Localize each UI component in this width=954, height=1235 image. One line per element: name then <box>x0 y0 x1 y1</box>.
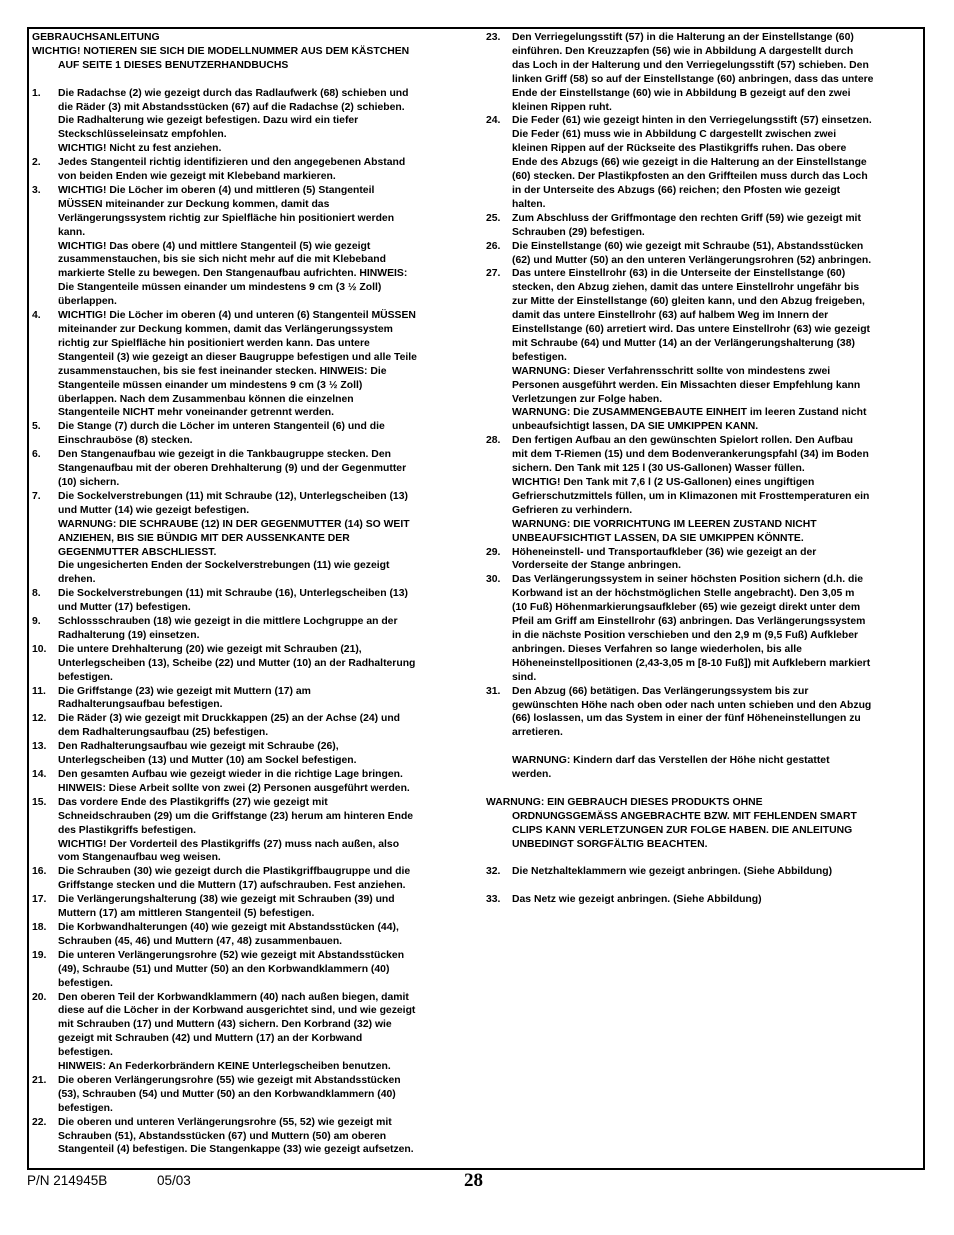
step-line: (10) sichern. <box>58 476 120 488</box>
step-item <box>32 712 466 740</box>
step-item <box>32 448 466 490</box>
step-line: Verletzungen zur Folge haben. <box>512 393 663 405</box>
step-item <box>32 87 466 157</box>
step-line: Die Sockelverstrebungen (11) mit Schraube (12), Unterlegscheiben (13) <box>58 490 408 502</box>
page-number: 28 <box>464 1170 483 1191</box>
step-line: Schrauben (51), Abstandsstücken (67) und Muttern (50) am oberen <box>58 1130 387 1142</box>
step-line: Vorderseite der Stange anbringen. <box>512 560 681 572</box>
step-number: 20. <box>32 991 47 1003</box>
step-line: Das Netz wie gezeigt anbringen. (Siehe Abbildung) <box>512 894 762 906</box>
step-line: HINWEIS: Diese Arbeit sollte von zwei (2) Personen ausgeführt werden. <box>58 782 410 794</box>
step-number: 19. <box>32 949 47 961</box>
step-line: Personen ausgeführt werden. Ein Missachten dieser Empfehlung kann <box>512 379 861 391</box>
step-item <box>32 865 466 893</box>
step-line: des Plastikgriffs befestigen. <box>58 824 197 836</box>
step-number: 25. <box>486 212 501 224</box>
step-line: Ende der Einstellstange (60) wie in Abbildung B gezeigt auf den zwei <box>512 87 851 99</box>
step-line: Die Räder (3) wie gezeigt mit Druckkappen (25) an der Achse (24) und <box>58 713 401 725</box>
step-number: 32. <box>486 866 501 878</box>
step-line: WICHTIG! Der Vorderteil des Plastikgriffs (27) muss nach außen, also <box>58 838 400 850</box>
step-line: Die Radachse (2) wie gezeigt durch das Radlaufwerk (68) schieben und <box>58 87 409 99</box>
step-number: 17. <box>32 894 47 906</box>
step-line: Das Verlängerungssystem in seiner höchsten Position sichern (d.h. die <box>512 574 864 586</box>
step-line: die Räder (3) mit Abstandsstücken (67) auf die Radachse (2) schieben. <box>58 101 405 113</box>
general-warning-line: ORDNUNGSGEMÄSS ANGEBRACHTE BZW. MIT FEHLENDEN SMART <box>512 810 857 822</box>
step-item <box>32 921 466 949</box>
step-line: WICHTIG! Das obere (4) und mittlere Stangenteil (5) wie gezeigt <box>58 240 371 252</box>
general-warning-line: CLIPS KANN VERLETZUNGEN ZUR FOLGE HABEN. DIE ANLEITUNG <box>512 824 853 836</box>
step-line: Den Radhalterungsaufbau wie gezeigt mit Schraube (26), <box>58 741 339 753</box>
step-line: (60) stecken. Der Plastikpfosten an den Griffteilen muss durch das Loch <box>512 171 868 183</box>
step-line: Schrauben (29) befestigen. <box>512 226 645 238</box>
step-line: miteinander zur Deckung kommen, damit das Verlängerungssystem <box>58 324 393 336</box>
step-line: Gefrierschutzmittels füllen, um in Klimazonen mit Frosttemperaturen ein <box>512 490 870 502</box>
step-item <box>32 156 466 184</box>
step-line: befestigen. <box>58 671 113 683</box>
general-warning-line: UNBEDINGT SORGFÄLTIG BEACHTEN. <box>512 838 708 850</box>
step-line: Die Stangenteile müssen einander um mindestens 9 cm (3 ½ Zoll) <box>58 282 382 294</box>
step-number: 16. <box>32 866 47 878</box>
step-line: (53), Schrauben (54) und Mutter (50) an den Korbwandklammern (40) <box>58 1088 396 1100</box>
step-line: Die Stange (7) durch die Löcher im unteren Stangenteil (6) und die <box>58 421 385 433</box>
step-line: befestigen. <box>58 1047 113 1059</box>
step-line: WARNUNG: DIE VORRICHTUNG IM LEEREN ZUSTAND NICHT <box>512 518 817 530</box>
step-item <box>486 893 925 907</box>
left-column <box>32 31 466 1157</box>
document-title: GEBRAUCHSANLEITUNG <box>32 32 160 43</box>
step-number: 3. <box>32 184 41 196</box>
step-line: kann. <box>58 226 86 238</box>
step-number: 6. <box>32 449 41 461</box>
revision-date: 05/03 <box>157 1173 191 1188</box>
step-number: 24. <box>486 115 501 127</box>
step-item <box>32 615 466 643</box>
step-line: (10 Fuß) Höhenmarkierungsaufkleber (65) wie gezeigt direkt unter dem <box>512 602 861 614</box>
step-number: 18. <box>32 921 47 933</box>
step-line: WARNUNG: Die ZUSAMMENGEBAUTE EINHEIT im leeren Zustand nicht <box>512 407 867 419</box>
step-item <box>486 546 925 574</box>
step-line: ANZIEHEN, BIS SIE BÜNDIG MIT DER AUSSENKANTE DER <box>58 532 350 544</box>
step-line: halten. <box>512 198 546 210</box>
general-warning <box>486 796 925 852</box>
step-line: zusammenstauchen, bis sie sich nicht mehr auf die mit Klebeband <box>58 254 386 266</box>
step-line: Unterlegscheiben (13) und Mutter (10) am Sockel befestigen. <box>58 755 357 767</box>
step-line: Einschrauböse (8) stecken. <box>58 435 193 447</box>
step-line: Die unteren Verlängerungsrohre (52) wie gezeigt mit Abstandsstücken <box>58 949 405 961</box>
step-line: Die untere Drehhalterung (20) wie gezeigt mit Schrauben (21), <box>58 643 362 655</box>
step-line: Steckschlüsseleinsatz empfohlen. <box>58 129 227 141</box>
step-item <box>486 267 925 434</box>
step-line: zur Mitte der Einstellstange (60) gleiten kann, und den Abzug freigeben, <box>512 296 865 308</box>
step-line: Das vordere Ende des Plastikgriffs (27) wie gezeigt mit <box>58 796 328 808</box>
step-line: Den Stangenaufbau wie gezeigt in die Tankbaugruppe stecken. Den <box>58 449 391 461</box>
step-line: Stangenteile müssen einander um mindestens 9 cm (3 ½ Zoll) <box>58 379 363 391</box>
part-number: P/N 214945B <box>27 1173 108 1188</box>
step-number: 29. <box>486 546 501 558</box>
step-line: Die Radhalterung wie gezeigt befestigen. Dazu wird ein tiefer <box>58 115 359 127</box>
step-line: Die Netzhalteklammern wie gezeigt anbringen. (Siehe Abbildung) <box>512 866 833 878</box>
step-line: Die Sockelverstrebungen (11) mit Schraube (16), Unterlegscheiben (13) <box>58 588 408 600</box>
left-steps-list <box>32 87 466 1158</box>
step-line: gezeigt mit Schrauben (42) und Muttern (17) an der Korbwand <box>58 1033 363 1045</box>
step-line: Stangenteile NICHT mehr voneinander getrennt werden. <box>58 407 334 419</box>
step-line: mit Schraube (64) und Mutter (14) an der Verlängerungshalterung (38) <box>512 337 855 349</box>
step-line: Jedes Stangenteil richtig identifizieren und den angegebenen Abstand <box>58 157 406 169</box>
step-line: anbringen. Dieses Verfahren so lange wiederholen, bis alle <box>512 643 802 655</box>
step-line: linken Griff (58) so auf der Einstellstange (60) anbringen, dass das untere <box>512 73 874 85</box>
step-item <box>32 184 466 309</box>
step-item <box>32 768 466 796</box>
step-number: 15. <box>32 796 47 808</box>
step-line: Die oberen Verlängerungsrohre (55) wie gezeigt mit Abstandsstücken <box>58 1074 401 1086</box>
step-item <box>32 643 466 685</box>
step-item <box>486 573 925 684</box>
step-line: markierte Stelle zu bewegen. Den Stangenaufbau aufrichten. HINWEIS: <box>58 268 408 280</box>
step-line: unbeaufsichtigt lassen, DA SIE UMKIPPEN KANN. <box>512 421 759 433</box>
step-number: 31. <box>486 685 501 697</box>
step-line: Die oberen und unteren Verlängerungsrohre (55, 52) wie gezeigt mit <box>58 1116 392 1128</box>
step-line: drehen. <box>58 574 96 586</box>
step-number: 10. <box>32 643 47 655</box>
step-line: befestigen. <box>512 351 567 363</box>
step-line: WARNUNG: DIE SCHRAUBE (12) IN DER GEGENMUTTER (14) SO WEIT <box>58 518 410 530</box>
step-number: 22. <box>32 1116 47 1128</box>
step-line: stecken, den Abzug ziehen, damit das untere Einstellrohr ungefähr bis <box>512 282 860 294</box>
right-column <box>486 31 925 907</box>
step-line <box>512 740 925 754</box>
step-line: Stangenaufbau mit der oberen Drehhalterung (9) und der Gegenmutter <box>58 463 407 475</box>
step-number: 9. <box>32 616 41 628</box>
step-line: Die Feder (61) wie gezeigt hinten in den Verriegelungsstift (57) einsetzen. <box>512 115 872 127</box>
step-line: Griffstange stecken und die Muttern (17) aufschrauben. Fest anziehen. <box>58 880 406 892</box>
step-item <box>32 587 466 615</box>
step-line: kleinen Rippen auf der Rückseite des Plastikgriffs ruhen. Das obere <box>512 143 847 155</box>
step-number: 28. <box>486 435 501 447</box>
step-line: Den fertigen Aufbau an den gewünschten Spielort rollen. Den Aufbau <box>512 435 853 447</box>
step-line: sind. <box>512 671 537 683</box>
step-line: Einstellstange (60) arretiert wird. Das untere Einstellrohr (63) wie gezeigt <box>512 324 871 336</box>
step-line: (62) und Mutter (50) an den unteren Verlängerungsrohren (52) anbringen. <box>512 254 872 266</box>
step-line: WICHTIG! Die Löcher im oberen (4) und unteren (6) Stangenteil MÜSSEN <box>58 310 416 322</box>
step-number: 12. <box>32 713 47 725</box>
step-item <box>32 949 466 991</box>
step-line: und Mutter (14) wie gezeigt befestigen. <box>58 504 250 516</box>
step-line: Das untere Einstellrohr (63) in die Unterseite der Einstellstange (60) <box>512 268 846 280</box>
step-item <box>32 420 466 448</box>
step-item <box>32 309 466 420</box>
step-line: überlappen. Nach dem Zusammenbau können die einzelnen <box>58 393 354 405</box>
step-line: (49), Schraube (51) und Mutter (50) an den Korbwandklammern (40) <box>58 963 390 975</box>
step-line: Schlossschrauben (18) wie gezeigt in die mittlere Lochgruppe an der <box>58 616 398 628</box>
step-item <box>32 796 466 866</box>
step-line: damit das untere Einstellrohr (63) auf halbem Weg im Innern der <box>512 310 829 322</box>
step-item <box>32 1074 466 1116</box>
step-number: 4. <box>32 310 41 322</box>
step-item <box>486 685 925 782</box>
step-number: 30. <box>486 574 501 586</box>
step-line: Höheneinstell- und Transportaufkleber (36) wie gezeigt an der <box>512 546 817 558</box>
step-line: WICHTIG! Nicht zu fest anziehen. <box>58 143 222 155</box>
step-line: befestigen. <box>58 977 113 989</box>
step-line: Stangenteil (4) befestigen. Die Stangenkappe (33) wie gezeigt aufsetzen. <box>58 1144 414 1156</box>
step-item <box>486 865 925 879</box>
step-line: Den oberen Teil der Korbwandklammern (40) nach außen biegen, damit <box>58 991 409 1003</box>
step-line: Die Feder (61) muss wie in Abbildung C dargestellt zwischen zwei <box>512 129 837 141</box>
step-line: HINWEIS: An Federkorbrändern KEINE Unterlegscheiben benutzen. <box>58 1061 391 1073</box>
step-item <box>486 434 925 545</box>
step-line: einführen. Den Kreuzzapfen (56) wie in Abbildung A dargestellt durch <box>512 45 854 57</box>
step-number: 5. <box>32 421 41 433</box>
instruction-frame <box>27 27 925 1170</box>
step-number: 33. <box>486 894 501 906</box>
step-line: Verlängerungssystem richtig zur Spielfläche hin positioniert werden <box>58 212 395 224</box>
step-line: WICHTIG! Die Löcher im oberen (4) und mittleren (5) Stangenteil <box>58 184 375 196</box>
step-line: WICHTIG! Den Tank mit 7,6 l (2 US-Gallonen) eines ungiftigen <box>512 477 815 488</box>
step-line: Unterlegscheiben (13), Scheibe (22) und Mutter (10) an der Radhalterung <box>58 657 416 669</box>
step-line: vom Stangenaufbau weg weisen. <box>58 852 221 864</box>
step-item <box>32 490 466 587</box>
step-number: 7. <box>32 490 41 502</box>
step-item <box>486 212 925 240</box>
step-line: Gefrieren zu verhindern. <box>512 504 633 516</box>
step-number: 27. <box>486 268 501 280</box>
step-item <box>486 31 925 114</box>
step-number: 2. <box>32 157 41 169</box>
step-item <box>32 740 466 768</box>
step-line: richtig zur Spielfläche hin positioniert werden kann. Das untere <box>58 337 370 349</box>
step-line: arretieren. <box>512 727 563 739</box>
step-number: 14. <box>32 769 47 781</box>
step-line: Die Einstellstange (60) wie gezeigt mit Schraube (51), Abstandsstücken <box>512 240 864 252</box>
step-line: dem Radhalterungsaufbau (25) befestigen. <box>58 727 269 739</box>
step-line: Den Abzug (66) betätigen. Das Verlängerungssystem bis zur <box>512 685 809 697</box>
right-steps-list <box>486 31 925 782</box>
step-number: 13. <box>32 741 47 753</box>
step-line: Höheneinstellpositionen (2,43-3,05 m [8-10 Fuß]) mit Aufklebern markiert <box>512 657 871 669</box>
step-number: 8. <box>32 588 41 600</box>
step-number: 26. <box>486 240 501 252</box>
step-line: mit Schrauben (17) und Muttern (43) sichern. Den Korbrand (32) wie <box>58 1019 392 1031</box>
step-line: WARNUNG: Dieser Verfahrensschritt sollte von mindestens zwei <box>512 365 831 377</box>
step-line: gewünschten Höhe nach oben oder nach unten schieben und den Abzug <box>512 699 872 711</box>
step-line: Die Verlängerungshalterung (38) wie gezeigt mit Schrauben (39) und <box>58 894 395 906</box>
step-line: Die ungesicherten Enden der Sockelverstrebungen (11) wie gezeigt <box>58 560 390 572</box>
step-line: Den gesamten Aufbau wie gezeigt wieder in die richtige Lage bringen. <box>58 769 403 781</box>
step-line: WARNUNG: Kindern darf das Verstellen der Höhe nicht gestattet <box>512 755 830 767</box>
step-line: das Loch in der Halterung und den Verriegelungsstift (57) schieben. Den <box>512 59 869 71</box>
step-line: und Mutter (17) befestigen. <box>58 602 191 614</box>
step-item <box>32 1116 466 1158</box>
step-item <box>32 991 466 1074</box>
step-line: Den Verriegelungsstift (57) in die Halterung an der Einstellstange (60) <box>512 32 854 43</box>
step-line: UNBEAUFSICHTIGT LASSEN, DA SIE UMKIPPEN KÖNNTE. <box>512 532 804 544</box>
step-line: Korbwand ist an der höchstmöglichen Stelle angebracht). Den 3,05 m <box>512 588 855 600</box>
step-line: Die Korbwandhalterungen (40) wie gezeigt mit Abstandsstücken (44), <box>58 921 399 933</box>
important-notice-line2: AUF SEITE 1 DIESES BENUTZERHANDBUCHS <box>58 59 289 71</box>
step-line: Muttern (17) am mittleren Stangenteil (5) befestigen. <box>58 908 315 920</box>
general-warning-first-line: WARNUNG: EIN GEBRAUCH DIESES PRODUKTS OHNE <box>486 796 763 808</box>
step-line: überlappen. <box>58 296 117 308</box>
step-line: Stangenteil (3) wie gezeigt an dieser Baugruppe befestigen und alle Teile <box>58 351 417 363</box>
step-line: Die Griffstange (23) wie gezeigt mit Muttern (17) am <box>58 685 311 697</box>
step-line: GEGENMUTTER ABSCHLIESST. <box>58 546 217 558</box>
step-line: MÜSSEN miteinander zur Deckung kommen, damit das <box>58 198 330 210</box>
step-line: befestigen. <box>58 1102 113 1114</box>
step-number: 23. <box>486 32 501 43</box>
step-item <box>32 893 466 921</box>
step-line: in die nächste Position verschieben und den 2,9 m (9,5 Fuß) Aufkleber <box>512 629 859 641</box>
step-number: 11. <box>32 685 46 697</box>
step-line: (66) loslassen, um das System in einer der fünf Höheneinstellungen zu <box>512 713 861 725</box>
step-line: Ende des Abzugs (66) wie gezeigt in die Halterung an der Einstellstange <box>512 157 867 169</box>
step-line: Radhalterung (19) einsetzen. <box>58 629 200 641</box>
step-number: 1. <box>32 87 41 99</box>
step-line: Schrauben (45, 46) und Muttern (47, 48) zusammenbauen. <box>58 935 343 947</box>
step-item <box>486 240 925 268</box>
step-line: Die Schrauben (30) wie gezeigt durch die Plastikgriffbaugruppe und die <box>58 866 411 878</box>
step-number: 21. <box>32 1074 47 1086</box>
step-line: zusammenstauchen, bis sie fest ineinander stecken. HINWEIS: Die <box>58 365 387 377</box>
step-item <box>32 685 466 713</box>
step-line: Schneidschrauben (29) um die Griffstange (23) herum am hinteren Ende <box>58 810 414 822</box>
step-item <box>486 114 925 211</box>
step-line: Pfeil am Griff am Einstellrohr (63) anbringen. Das Verlängerungssystem <box>512 616 866 628</box>
important-notice-line1: WICHTIG! NOTIEREN SIE SICH DIE MODELLNUMMER AUS DEM KÄSTCHEN <box>32 45 410 57</box>
step-line: von beiden Enden wie gezeigt mit Klebeband markieren. <box>58 171 336 183</box>
step-line: Zum Abschluss der Griffmontage den rechten Griff (59) wie gezeigt mit <box>512 212 861 224</box>
step-line: in der Unterseite des Abzugs (66) reichen; den Pfosten wie gezeigt <box>512 184 841 196</box>
step-line: werden. <box>512 769 552 781</box>
step-line: mit dem T-Riemen (15) und dem Bodenverankerungspfahl (34) im Boden <box>512 449 869 461</box>
step-line: diese auf die Löcher in der Korbwand ausgerichtet sind, und wie gezeigt <box>58 1005 416 1017</box>
step-line: sichern. Den Tank mit 125 l (30 US-Gallonen) Wasser füllen. <box>512 463 805 475</box>
step-line: Radhalterungsaufbau befestigen. <box>58 699 223 711</box>
step-line: kleinen Rippen ruht. <box>512 101 612 113</box>
